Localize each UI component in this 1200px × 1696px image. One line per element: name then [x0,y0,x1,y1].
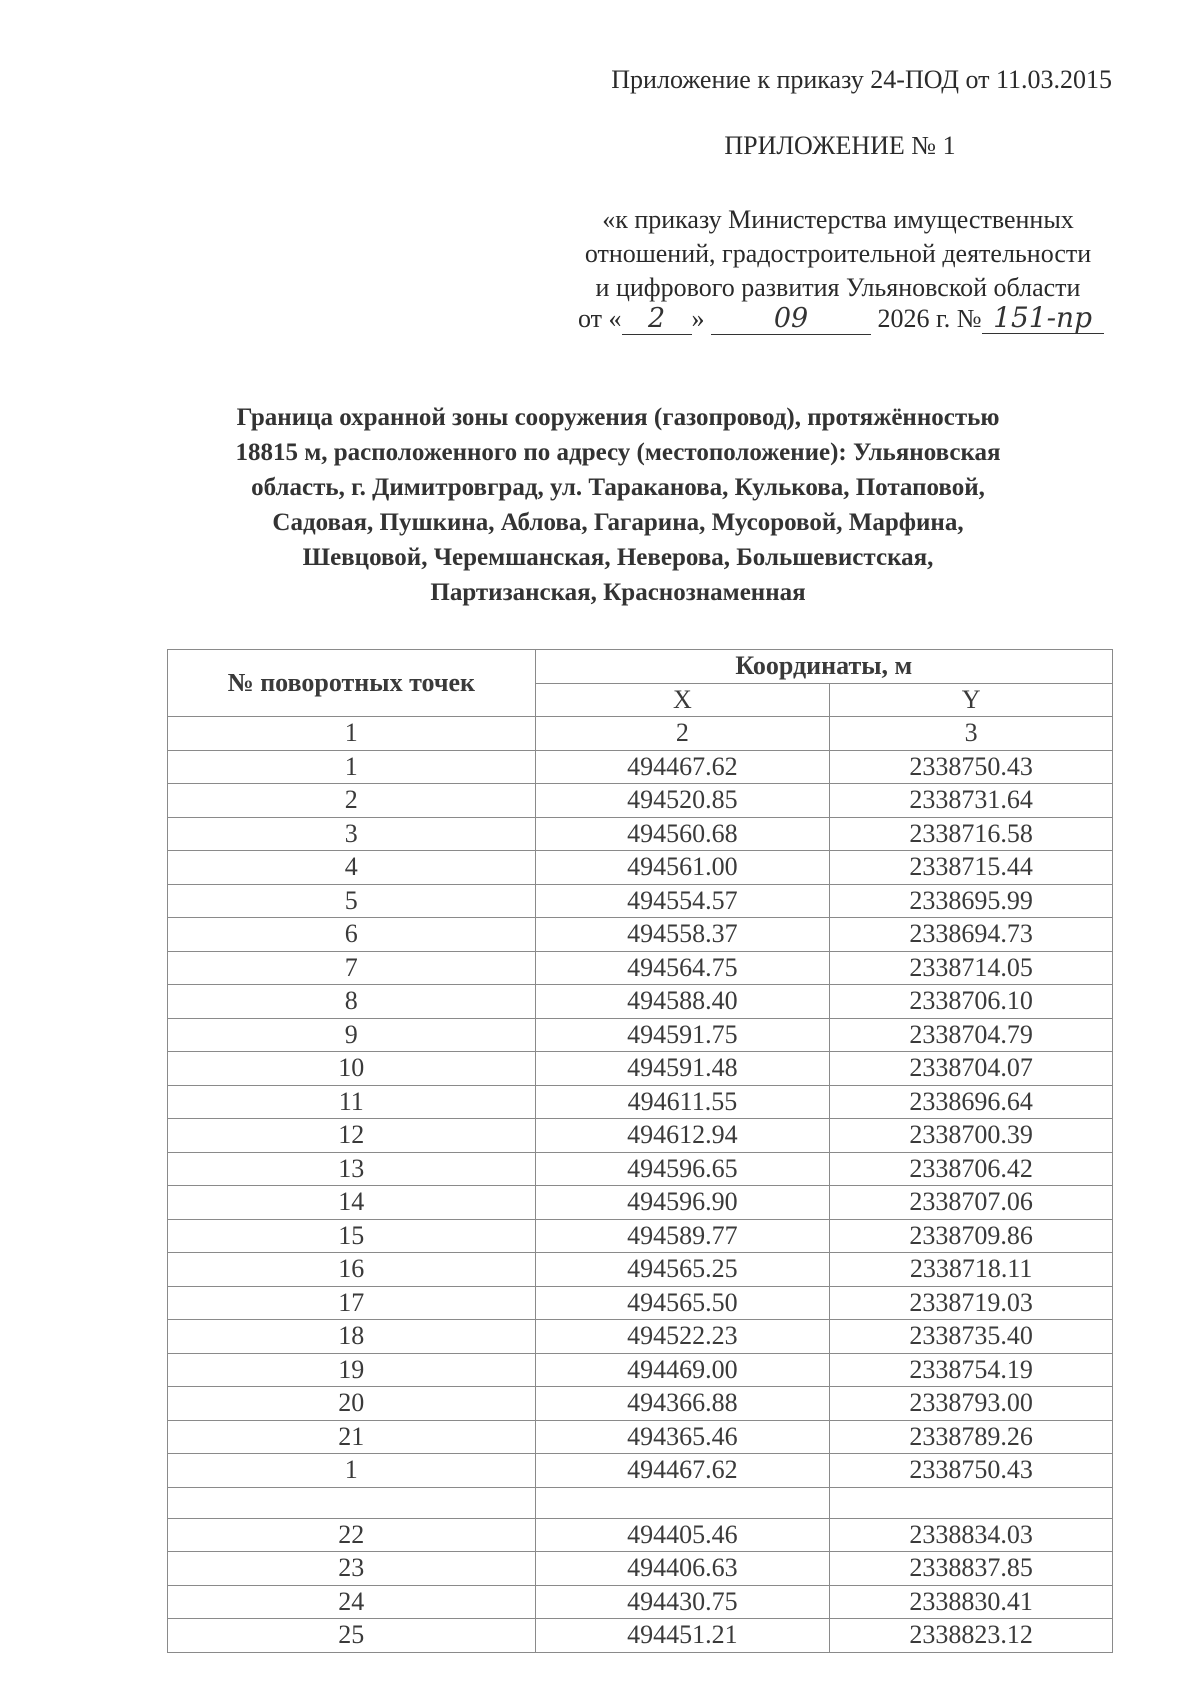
y-coordinate-cell: 2338709.86 [830,1219,1113,1253]
table-row [168,884,1113,918]
table-row [168,1585,1113,1619]
x-coordinate-cell: 494405.46 [535,1518,830,1552]
y-coordinate-cell: 2338715.44 [830,851,1113,885]
y-coordinate-cell: 2338695.99 [830,884,1113,918]
y-coordinate-cell: 2338704.79 [830,1018,1113,1052]
point-number-cell: 16 [168,1253,536,1287]
point-number-cell: 10 [168,1052,536,1086]
title-line: Шевцовой, Черемшанская, Неверова, Большевистская, [302,544,934,571]
point-number-cell: 23 [168,1552,536,1586]
title-line: Садовая, Пушкина, Аблова, Гагарина, Мусоровой, Марфина, [272,509,964,536]
point-number-cell: 7 [168,951,536,985]
x-coordinate-cell: 494520.85 [535,784,830,818]
x-header: X [535,683,830,717]
decree-block [548,203,1128,305]
x-coordinate-cell: 494564.75 [535,951,830,985]
x-coordinate-cell: 494612.94 [535,1119,830,1153]
date-prefix: от « [578,304,622,333]
column-number: 2 [535,717,830,751]
y-coordinate-cell: 2338834.03 [830,1518,1113,1552]
decree-line: отношений, градостроительной деятельности [584,239,1092,268]
x-coordinate-cell: 494591.48 [535,1052,830,1086]
coordinates-header: Координаты, м [535,650,1112,684]
y-coordinate-cell: 2338706.10 [830,985,1113,1019]
decree-line: и цифрового развития Ульяновской области [595,273,1081,302]
table-body [168,750,1113,1652]
x-coordinate-cell: 494596.65 [535,1152,830,1186]
y-coordinate-cell: 2338716.58 [830,817,1113,851]
table-row [168,1320,1113,1354]
y-coordinate-cell: 2338750.43 [830,750,1113,784]
table-row [168,985,1113,1019]
title-line: Граница охранной зоны сооружения (газопровод), протяжённостью [236,404,1000,431]
coordinates-table [167,649,1113,1653]
point-number-cell: 21 [168,1420,536,1454]
point-number-cell: 25 [168,1619,536,1653]
y-coordinate-cell: 2338694.73 [830,918,1113,952]
table-row [168,1152,1113,1186]
table-row [168,1052,1113,1086]
table-row [168,1387,1113,1421]
table-row [168,951,1113,985]
x-coordinate-cell: 494561.00 [535,851,830,885]
y-coordinate-cell: 2338731.64 [830,784,1113,818]
x-coordinate-cell: 494558.37 [535,918,830,952]
handwritten-day: 2 [622,304,692,335]
point-number-cell: 12 [168,1119,536,1153]
table-row [168,1253,1113,1287]
table-row [168,851,1113,885]
table-row [168,1186,1113,1220]
order-reference: Приложение к приказу 24-ПОД от 11.03.2015 [611,65,1112,94]
x-coordinate-cell: 494430.75 [535,1585,830,1619]
y-coordinate-cell: 2338735.40 [830,1320,1113,1354]
point-number-cell: 24 [168,1585,536,1619]
y-coordinate-cell: 2338789.26 [830,1420,1113,1454]
y-coordinate-cell: 2338830.41 [830,1585,1113,1619]
x-coordinate-cell: 494406.63 [535,1552,830,1586]
table-row [168,918,1113,952]
y-coordinate-cell: 2338714.05 [830,951,1113,985]
handwritten-month: 09 [711,304,871,335]
y-coordinate-cell: 2338754.19 [830,1353,1113,1387]
point-number-cell: 6 [168,918,536,952]
x-coordinate-cell: 494366.88 [535,1387,830,1421]
y-coordinate-cell: 2338793.00 [830,1387,1113,1421]
x-coordinate-cell: 494588.40 [535,985,830,1019]
x-coordinate-cell [535,1487,830,1518]
table-row [168,1619,1113,1653]
x-coordinate-cell: 494522.23 [535,1320,830,1354]
x-coordinate-cell: 494596.90 [535,1186,830,1220]
point-number-cell: 1 [168,1454,536,1488]
point-number-cell: 5 [168,884,536,918]
table-row [168,1119,1113,1153]
column-number: 3 [830,717,1113,751]
x-coordinate-cell: 494565.50 [535,1286,830,1320]
point-number-cell: 19 [168,1353,536,1387]
title-line: Партизанская, Краснознаменная [430,579,806,606]
y-header: Y [830,683,1113,717]
y-coordinate-cell: 2338837.85 [830,1552,1113,1586]
x-coordinate-cell: 494469.00 [535,1353,830,1387]
point-number-cell: 4 [168,851,536,885]
table-row [168,1552,1113,1586]
point-number-cell: 17 [168,1286,536,1320]
column-number: 1 [168,717,536,751]
table-row [168,1353,1113,1387]
table-row [168,1018,1113,1052]
point-number-cell: 8 [168,985,536,1019]
table-row [168,1420,1113,1454]
point-number-cell: 13 [168,1152,536,1186]
point-number-cell: 18 [168,1320,536,1354]
point-number-cell: 1 [168,750,536,784]
y-coordinate-cell: 2338696.64 [830,1085,1113,1119]
point-number-cell: 14 [168,1186,536,1220]
decree-date-line [578,302,1118,336]
document-title [150,400,1086,610]
y-coordinate-cell: 2338719.03 [830,1286,1113,1320]
y-coordinate-cell [830,1487,1113,1518]
point-number-header: № поворотных точек [168,650,536,717]
x-coordinate-cell: 494611.55 [535,1085,830,1119]
x-coordinate-cell: 494589.77 [535,1219,830,1253]
x-coordinate-cell: 494591.75 [535,1018,830,1052]
appendix-title: ПРИЛОЖЕНИЕ № 1 [724,131,956,160]
point-number-cell: 11 [168,1085,536,1119]
x-coordinate-cell: 494560.68 [535,817,830,851]
y-coordinate-cell: 2338700.39 [830,1119,1113,1153]
table-row [168,1487,1113,1518]
point-number-cell: 9 [168,1018,536,1052]
y-coordinate-cell: 2338823.12 [830,1619,1113,1653]
y-coordinate-cell: 2338706.42 [830,1152,1113,1186]
point-number-cell [168,1487,536,1518]
x-coordinate-cell: 494365.46 [535,1420,830,1454]
date-year: 2026 г. № [877,304,982,333]
y-coordinate-cell: 2338704.07 [830,1052,1113,1086]
decree-line: «к приказу Министерства имущественных [602,205,1074,234]
table-row [168,1518,1113,1552]
table-row [168,1085,1113,1119]
point-number-cell: 20 [168,1387,536,1421]
table-row [168,1219,1113,1253]
x-coordinate-cell: 494467.62 [535,750,830,784]
handwritten-order-number: 151-пр [982,303,1104,334]
point-number-cell: 3 [168,817,536,851]
x-coordinate-cell: 494565.25 [535,1253,830,1287]
y-coordinate-cell: 2338718.11 [830,1253,1113,1287]
table-row [168,750,1113,784]
point-number-cell: 22 [168,1518,536,1552]
y-coordinate-cell: 2338707.06 [830,1186,1113,1220]
table-row [168,817,1113,851]
y-coordinate-cell: 2338750.43 [830,1454,1113,1488]
table-row [168,1454,1113,1488]
point-number-cell: 2 [168,784,536,818]
table-row [168,1286,1113,1320]
x-coordinate-cell: 494554.57 [535,884,830,918]
x-coordinate-cell: 494451.21 [535,1619,830,1653]
date-quote-close: » [691,304,705,333]
table-row [168,784,1113,818]
point-number-cell: 15 [168,1219,536,1253]
title-line: 18815 м, расположенного по адресу (местоположение): Ульяновская [235,439,1001,466]
x-coordinate-cell: 494467.62 [535,1454,830,1488]
title-line: область, г. Димитровград, ул. Тараканова, Кулькова, Потаповой, [251,474,985,501]
